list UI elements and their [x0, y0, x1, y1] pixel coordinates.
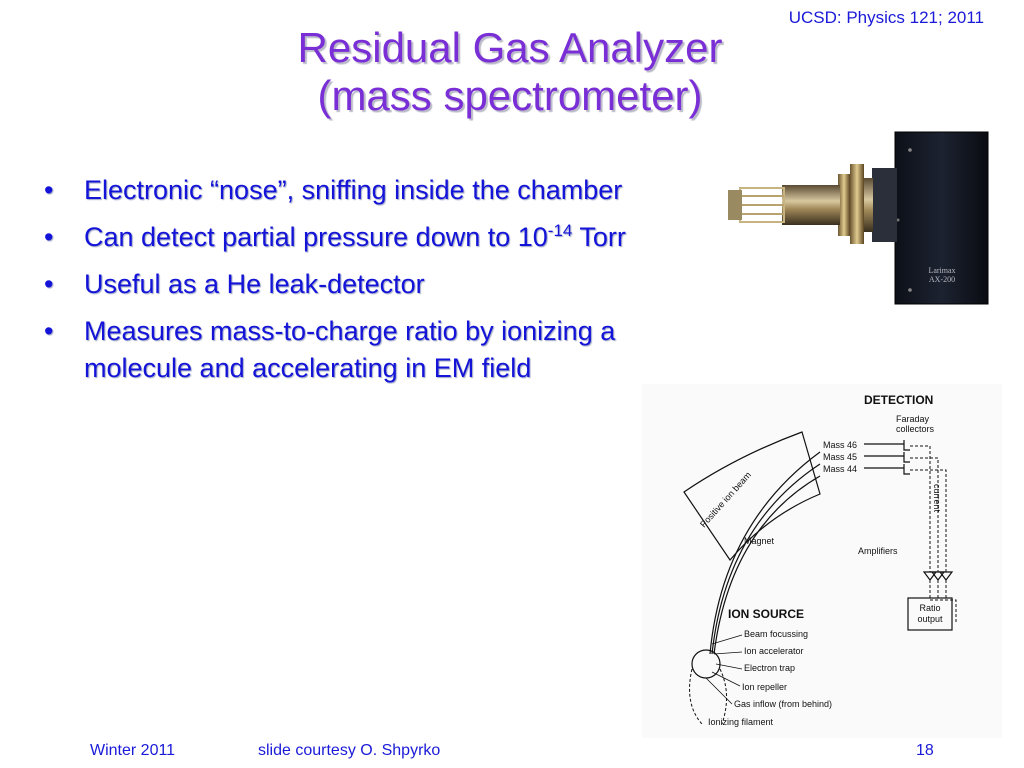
- mass-44-label: Mass 44: [823, 464, 858, 474]
- ionizing-filament-label: Ionizing filament: [708, 717, 774, 727]
- positive-ion-beam-label: Positive ion beam: [698, 469, 754, 530]
- bullet-item: • Measures mass-to-charge ratio by ionizing a molecule and accelerating in EM field: [44, 316, 616, 383]
- ion-source-heading: ION SOURCE: [728, 607, 805, 621]
- title-line-2: (mass spectrometer): [317, 72, 703, 119]
- electron-trap-label: Electron trap: [744, 663, 796, 673]
- mass-spectrometer-diagram: [642, 384, 1002, 738]
- course-label: UCSD: Physics 121; 2011: [788, 8, 984, 27]
- exponent: -14: [547, 221, 573, 240]
- gas-inflow-label: Gas inflow (from behind): [734, 699, 833, 709]
- page-number: 18: [916, 742, 934, 759]
- device-label-line-2: AX-200: [928, 275, 956, 284]
- mass-46-label: Mass 46: [823, 440, 858, 450]
- ratio-label-1: Ratio: [919, 603, 941, 613]
- device-label-line-1: Larimax: [928, 266, 956, 275]
- bullet-list: [44, 172, 644, 397]
- bullet-text: Measures mass-to-charge ratio by ionizing a molecule and accelerating in EM field: [84, 316, 616, 383]
- current-label: current: [932, 484, 942, 513]
- bullet-text: Electronic “nose”, sniffing inside the chamber: [84, 175, 623, 205]
- bullet-item: • Useful as a He leak-detector: [44, 269, 425, 299]
- ion-repeller-label: Ion repeller: [742, 682, 788, 692]
- slide-title: [230, 24, 790, 120]
- beam-focussing-label: Beam focussing: [744, 629, 809, 639]
- bullet-text-part: Torr: [572, 222, 626, 252]
- bullet-text: [84, 222, 626, 252]
- faraday-label-1: Faraday: [896, 414, 930, 424]
- mass-45-label: Mass 45: [823, 452, 858, 462]
- bullet-item: • Electronic “nose”, sniffing inside the chamber: [44, 175, 623, 205]
- magnet-label: Magnet: [744, 536, 775, 546]
- bullet-item: • Can detect partial pressure down to $10^{-14}$ Torr: [44, 221, 626, 252]
- footer-credit: slide courtesy O. Shpyrko: [258, 742, 441, 759]
- amplifiers-label: Amplifiers: [858, 546, 898, 556]
- faraday-label-2: collectors: [896, 424, 935, 434]
- footer-date: Winter 2011: [90, 742, 176, 759]
- rga-device-photo: [722, 130, 990, 308]
- bullet-text: Useful as a He leak-detector: [84, 269, 425, 299]
- ratio-label-2: output: [917, 614, 943, 624]
- detection-heading: DETECTION: [864, 393, 934, 407]
- ion-accelerator-label: Ion accelerator: [744, 646, 804, 656]
- bullet-text-part: Can detect partial pressure down to 10: [84, 222, 548, 252]
- title-line-1: Residual Gas Analyzer: [297, 24, 723, 71]
